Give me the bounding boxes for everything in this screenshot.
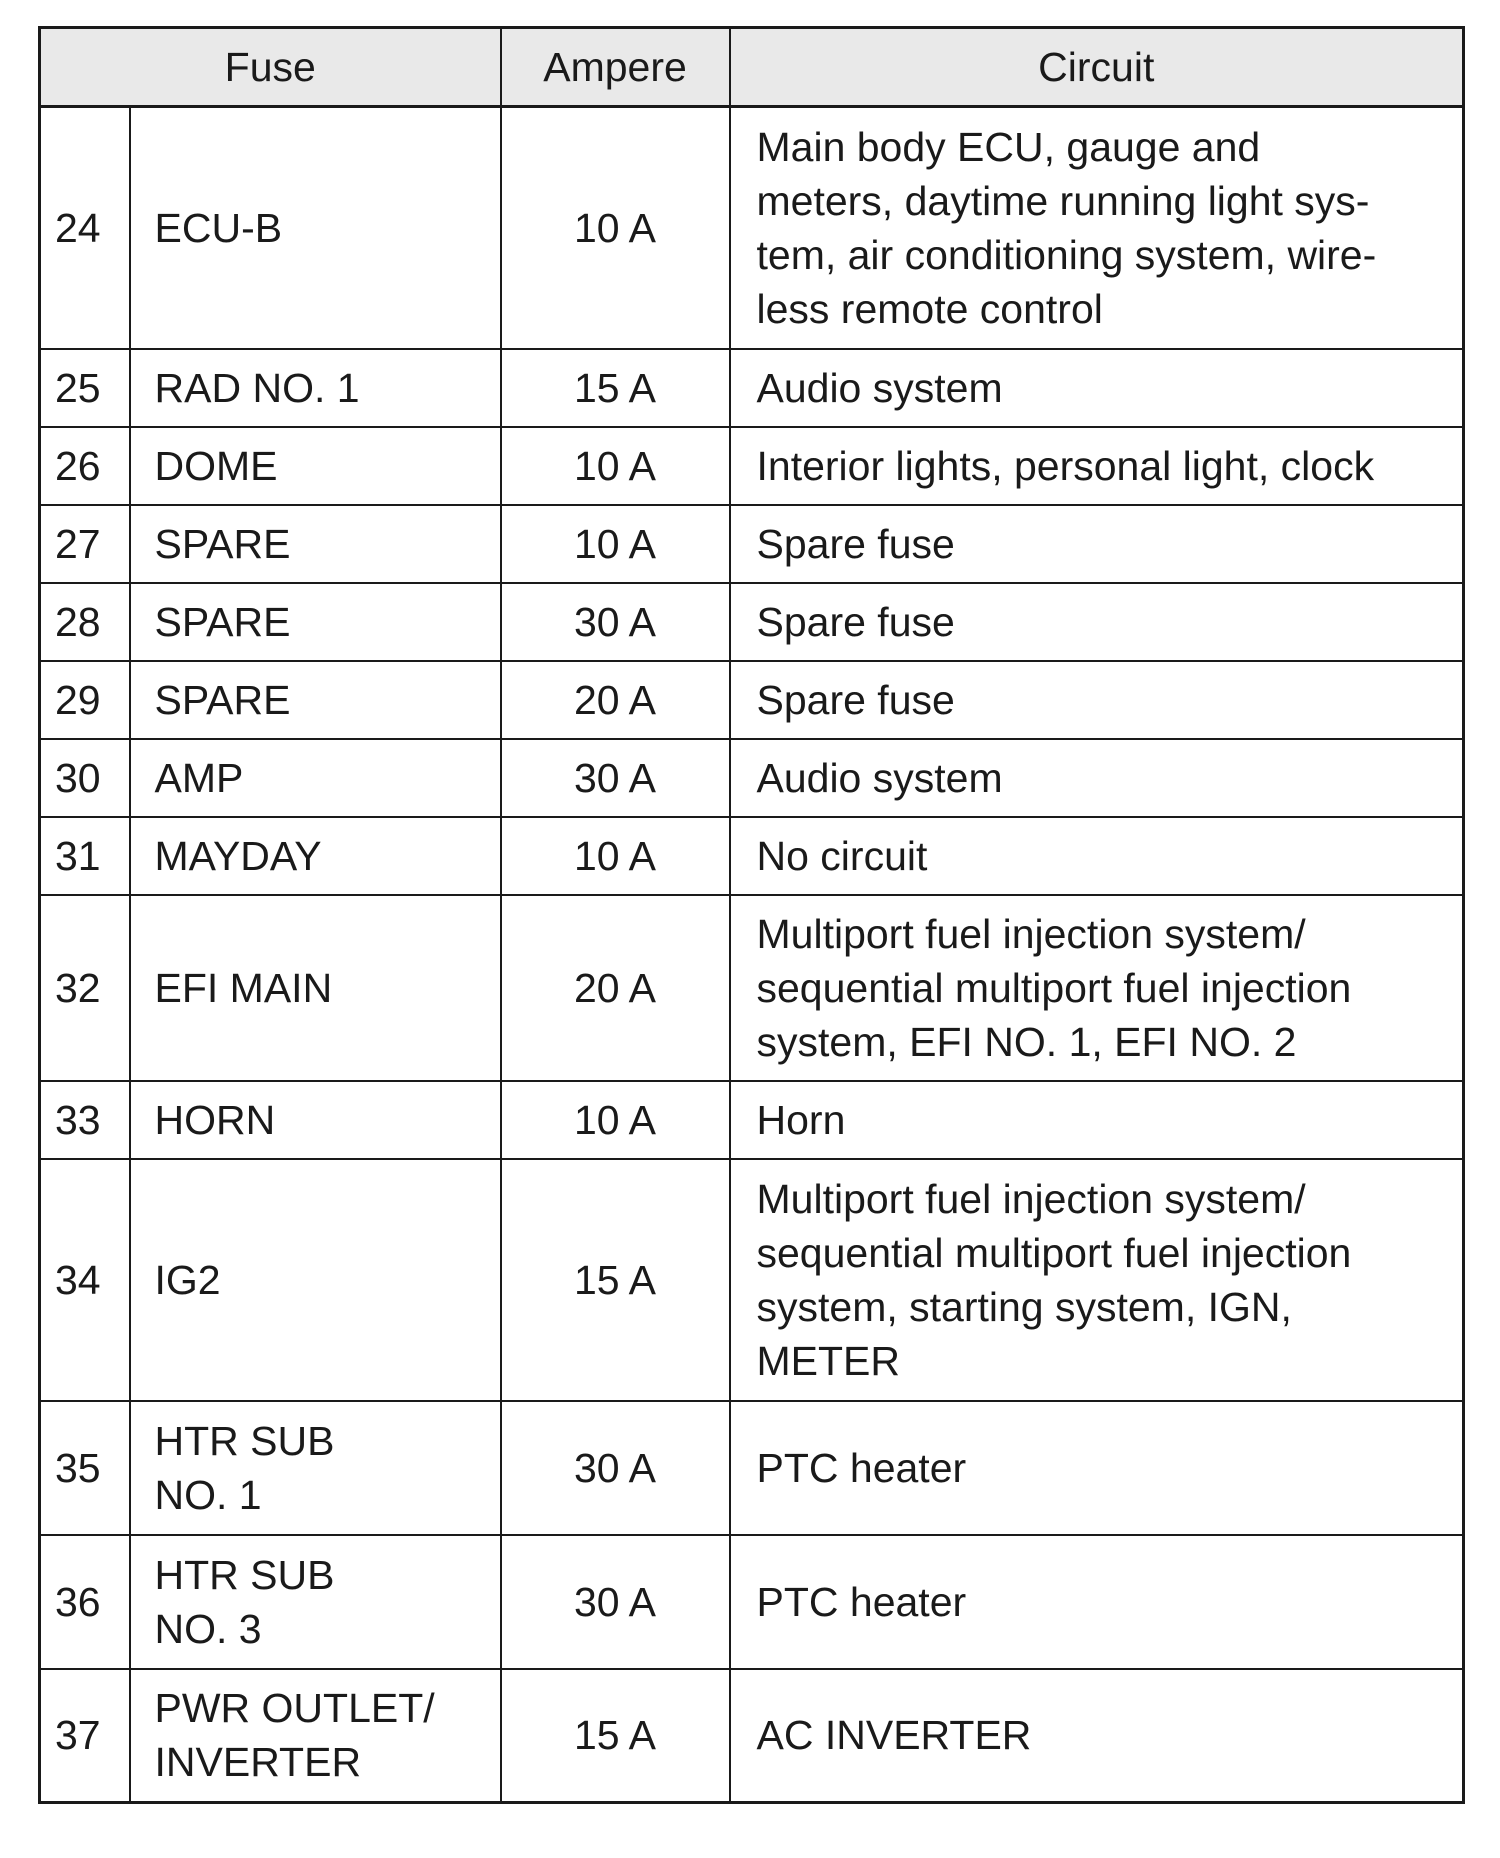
fuse-name: RAD NO. 1 [130, 349, 501, 427]
fuse-number: 25 [40, 349, 130, 427]
fuse-circuit: No circuit [730, 817, 1464, 895]
fuse-ampere: 30 A [501, 583, 730, 661]
fuse-table [38, 26, 1465, 1804]
fuse-circuit: Multiport fuel injection system/ sequential multiport fuel injection system, EFI NO. 1, EFI NO. 2 [730, 895, 1464, 1081]
fuse-circuit: AC INVERTER [730, 1669, 1464, 1803]
header-circuit: Circuit [730, 28, 1464, 107]
fuse-circuit: Spare fuse [730, 583, 1464, 661]
fuse-name: ECU-B [130, 107, 501, 349]
table-row [40, 505, 1464, 583]
fuse-name: HORN [130, 1081, 501, 1159]
table-row [40, 739, 1464, 817]
table-row [40, 817, 1464, 895]
fuse-ampere: 30 A [501, 1401, 730, 1535]
fuse-name: MAYDAY [130, 817, 501, 895]
fuse-ampere: 15 A [501, 1669, 730, 1803]
fuse-name: SPARE [130, 583, 501, 661]
table-row [40, 349, 1464, 427]
table-body [40, 107, 1464, 1803]
header-row [40, 28, 1464, 107]
fuse-ampere: 10 A [501, 427, 730, 505]
fuse-ampere: 15 A [501, 1159, 730, 1401]
header-ampere: Ampere [501, 28, 730, 107]
fuse-number: 32 [40, 895, 130, 1081]
fuse-name: IG2 [130, 1159, 501, 1401]
fuse-number: 35 [40, 1401, 130, 1535]
table-row [40, 1535, 1464, 1669]
fuse-circuit: Spare fuse [730, 661, 1464, 739]
fuse-number: 30 [40, 739, 130, 817]
table-row [40, 1159, 1464, 1401]
fuse-ampere: 15 A [501, 349, 730, 427]
fuse-circuit: Horn [730, 1081, 1464, 1159]
fuse-circuit: PTC heater [730, 1535, 1464, 1669]
table-row [40, 895, 1464, 1081]
fuse-ampere: 10 A [501, 505, 730, 583]
fuse-circuit: Main body ECU, gauge and meters, daytime running light sys- tem, air conditioning system, wire- less remote control [730, 107, 1464, 349]
fuse-circuit: Interior lights, personal light, clock [730, 427, 1464, 505]
fuse-number: 29 [40, 661, 130, 739]
fuse-number: 31 [40, 817, 130, 895]
table-row [40, 661, 1464, 739]
fuse-name: HTR SUB NO. 3 [130, 1535, 501, 1669]
fuse-name: PWR OUTLET/ INVERTER [130, 1669, 501, 1803]
fuse-number: 33 [40, 1081, 130, 1159]
fuse-ampere: 10 A [501, 1081, 730, 1159]
table-row [40, 107, 1464, 349]
fuse-ampere: 10 A [501, 817, 730, 895]
table-row [40, 1669, 1464, 1803]
fuse-name: EFI MAIN [130, 895, 501, 1081]
fuse-number: 26 [40, 427, 130, 505]
fuse-number: 27 [40, 505, 130, 583]
fuse-name: AMP [130, 739, 501, 817]
table-row [40, 583, 1464, 661]
table-row [40, 427, 1464, 505]
table-row [40, 1401, 1464, 1535]
fuse-circuit: Spare fuse [730, 505, 1464, 583]
fuse-number: 28 [40, 583, 130, 661]
fuse-ampere: 30 A [501, 739, 730, 817]
fuse-name: SPARE [130, 505, 501, 583]
fuse-ampere: 20 A [501, 895, 730, 1081]
fuse-circuit: Multiport fuel injection system/ sequential multiport fuel injection system, starting system, IGN, METER [730, 1159, 1464, 1401]
fuse-name: HTR SUB NO. 1 [130, 1401, 501, 1535]
table-header [40, 28, 1464, 107]
fuse-number: 37 [40, 1669, 130, 1803]
fuse-circuit: Audio system [730, 349, 1464, 427]
fuse-name: DOME [130, 427, 501, 505]
fuse-number: 36 [40, 1535, 130, 1669]
fuse-circuit: PTC heater [730, 1401, 1464, 1535]
fuse-circuit: Audio system [730, 739, 1464, 817]
header-fuse: Fuse [40, 28, 501, 107]
table-row [40, 1081, 1464, 1159]
fuse-number: 24 [40, 107, 130, 349]
fuse-ampere: 30 A [501, 1535, 730, 1669]
fuse-ampere: 20 A [501, 661, 730, 739]
fuse-name: SPARE [130, 661, 501, 739]
fuse-ampere: 10 A [501, 107, 730, 349]
fuse-number: 34 [40, 1159, 130, 1401]
